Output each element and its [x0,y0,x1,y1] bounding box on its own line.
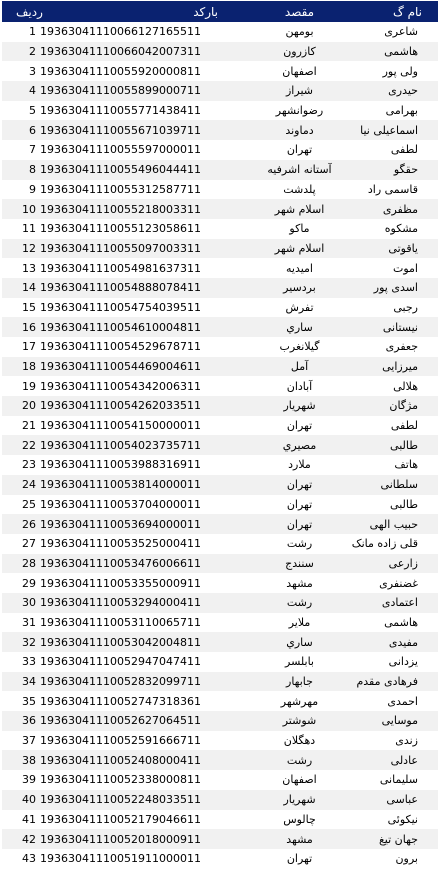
barcode-cell: 19363041110055671039711 [40,123,201,137]
row-number-cell: 15 [22,300,36,314]
row-number-cell: 38 [22,753,36,767]
spacer-cell [218,495,252,515]
name-cell: ولی پور [382,64,418,78]
spacer-cell [218,317,252,337]
name-cell: یاقوتی [388,241,418,255]
spacer-cell [218,750,252,770]
spacer-cell [218,219,252,239]
barcode-cell: 19363041110055123058611 [40,222,201,236]
spacer-cell [218,120,252,140]
spacer-cell [218,849,252,869]
spacer-cell [218,357,252,377]
barcode-cell: 19363041110054023735711 [40,438,201,452]
row-number-cell: 30 [22,596,36,610]
spacer-cell [218,337,252,357]
spacer-cell [218,514,252,534]
destination-cell: آبادان [286,379,313,393]
row-number-cell: 2 [29,45,36,59]
name-cell: حیدری [388,84,418,98]
row-number-cell: 26 [22,517,36,531]
destination-cell: شوشتر [282,714,317,728]
destination-cell: آستانه اشرفیه [267,163,332,177]
name-cell: هاشمی [384,615,418,629]
spacer-cell [218,711,252,731]
table-row[interactable] [2,180,438,200]
barcode-cell: 19363041110052018000911 [40,832,201,846]
name-cell: مظفری [382,202,418,216]
row-number-cell: 34 [22,675,36,689]
spacer-cell [218,455,252,475]
name-cell: مژگان [389,399,418,413]
spacer-cell [218,554,252,574]
row-number-cell: 19 [22,379,36,393]
destination-cell: تفرش [285,300,314,314]
name-cell: هاتف [394,458,418,472]
spacer-cell [218,140,252,160]
name-cell: بهرامی [385,104,418,118]
row-number-cell: 21 [22,419,36,433]
destination-cell: بردسیر [283,281,316,295]
barcode-cell: 19363041110054610004811 [40,320,201,334]
spacer-cell [218,416,252,436]
name-cell: اسماعیلی نیا [360,123,418,137]
barcode-cell: 19363041110053704000011 [40,497,201,511]
barcode-cell: 19363041110053042004811 [40,635,201,649]
destination-cell: ساري [286,635,313,649]
destination-cell: شیراز [286,84,313,98]
destination-cell: تهران [286,143,313,157]
table-row[interactable] [2,22,438,42]
row-number-cell: 17 [22,340,36,354]
barcode-cell: 19363041110054469004611 [40,360,201,374]
destination-cell: کازرون [283,45,316,59]
row-number-cell: 41 [22,812,36,826]
table-row[interactable] [2,298,438,318]
spacer-cell [218,810,252,830]
spacer-cell [218,258,252,278]
row-number-cell: 22 [22,438,36,452]
row-number-cell: 10 [22,202,36,216]
spacer-cell [218,435,252,455]
spacer-cell [218,22,252,42]
row-number-cell: 42 [22,832,36,846]
table-row[interactable] [2,829,438,849]
barcode-cell: 19363041110054754039511 [40,300,201,314]
destination-cell: بابلسر [285,655,314,669]
table-row[interactable] [2,61,438,81]
destination-cell: آمل [290,360,309,374]
row-number-cell: 11 [22,222,36,236]
destination-cell: سنندج [285,556,314,570]
table-row[interactable] [2,810,438,830]
name-cell: اموت [393,261,418,275]
name-cell: احمدی [387,694,418,708]
barcode-cell: 19363041110052591666711 [40,734,201,748]
table-row[interactable] [2,495,438,515]
destination-cell: رشت [286,596,313,610]
destination-cell: چالوس [283,812,316,826]
barcode-cell: 19363041110053476006611 [40,556,201,570]
spacer-cell [218,593,252,613]
destination-cell: امیدیه [285,261,313,275]
name-cell: اسدی پور [373,281,418,295]
barcode-cell: 19363041110055496044411 [40,163,201,177]
name-cell: عادلی [390,753,418,767]
row-number-cell: 8 [29,163,36,177]
barcode-cell: 19363041110053525000411 [40,537,201,551]
spacer-cell [218,81,252,101]
name-cell: نیکوئی [387,812,418,826]
row-number-cell: 23 [22,458,36,472]
destination-cell: رشت [286,537,313,551]
name-cell: زارعی [388,556,418,570]
spacer-cell [218,573,252,593]
barcode-cell: 19363041110052832099711 [40,675,201,689]
table-row[interactable] [2,593,438,613]
name-cell: نیستانی [382,320,418,334]
barcode-cell: 19363041110055097003311 [40,241,201,255]
destination-cell: اسلام شهر [274,202,325,216]
table-row[interactable] [2,534,438,554]
name-cell: شاعری [384,25,418,39]
table-row[interactable] [2,317,438,337]
table-row[interactable] [2,219,438,239]
row-number-cell: 29 [22,576,36,590]
barcode-cell: 19363041110054888078411 [40,281,201,295]
barcode-cell: 19363041110053814000011 [40,478,201,492]
spacer-cell [218,101,252,121]
destination-cell: ساري [286,320,313,334]
column-header-barcode[interactable]: بارکد [193,4,218,19]
name-cell: جعفری [385,340,418,354]
destination-cell: رشت [286,753,313,767]
name-cell: موسایی [381,714,418,728]
row-number-cell: 3 [29,64,36,78]
barcode-cell: 19363041110053355000911 [40,576,201,590]
table-row[interactable] [2,376,438,396]
row-number-cell: 6 [29,123,36,137]
destination-cell: تهران [286,478,313,492]
spacer-cell [218,396,252,416]
spacer-cell [218,61,252,81]
spacer-cell [218,770,252,790]
destination-cell: گیلانغرب [279,340,320,354]
barcode-cell: 19363041110054150000011 [40,419,201,433]
barcode-cell: 19363041110052747318361 [40,694,201,708]
table-row[interactable] [2,140,438,160]
barcode-cell: 19363041110055218003311 [40,202,201,216]
shipment-table [2,1,438,869]
barcode-cell: 19363041110052248033511 [40,793,201,807]
row-number-cell: 13 [22,261,36,275]
barcode-cell: 19363041110066127165511 [40,25,201,39]
name-cell: قلی زاده مانک [351,537,418,551]
barcode-cell: 19363041110055771438411 [40,104,201,118]
barcode-cell: 19363041110054342006311 [40,379,201,393]
barcode-cell: 19363041110052338000811 [40,773,201,787]
name-cell: یزدانی [388,655,418,669]
destination-cell: اصفهان [282,773,317,787]
barcode-cell: 19363041110052947047411 [40,655,201,669]
name-cell: مفیدی [388,635,418,649]
barcode-cell: 19363041110055597000011 [40,143,201,157]
name-cell: قاسمی راد [367,182,418,196]
spacer-cell [218,613,252,633]
name-cell: طالبی [390,497,418,511]
row-number-cell: 18 [22,360,36,374]
row-number-cell: 33 [22,655,36,669]
spacer-cell [218,180,252,200]
spacer-cell [218,534,252,554]
spacer-cell [218,652,252,672]
table-row[interactable] [2,849,438,869]
spacer-cell [218,731,252,751]
destination-cell: ماکو [289,222,310,236]
name-cell: هلالی [393,379,418,393]
name-cell: اعتمادی [381,596,418,610]
table-row[interactable] [2,475,438,495]
name-cell: برون [395,852,418,866]
table-row[interactable] [2,396,438,416]
spacer-cell [218,376,252,396]
destination-cell: تهران [286,419,313,433]
column-header-destination[interactable]: مقصد [284,4,315,19]
row-number-cell: 27 [22,537,36,551]
destination-cell: شهریار [283,399,316,413]
name-cell: جهان تیغ [378,832,418,846]
row-number-cell: 24 [22,478,36,492]
table-row[interactable] [2,101,438,121]
name-cell: غضنفری [379,576,418,590]
barcode-cell: 19363041110053988316911 [40,458,201,472]
destination-cell: اصفهان [282,64,317,78]
name-cell: لطفی [390,143,418,157]
table-row[interactable] [2,613,438,633]
spacer-cell [218,829,252,849]
table-row[interactable] [2,691,438,711]
row-number-cell: 12 [22,241,36,255]
destination-cell: اسلام شهر [274,241,325,255]
barcode-cell: 19363041110053294000411 [40,596,201,610]
barcode-cell: 19363041110055899000711 [40,84,201,98]
table-row[interactable] [2,632,438,652]
spacer-cell [218,790,252,810]
row-number-cell: 40 [22,793,36,807]
row-number-cell: 20 [22,399,36,413]
table-row[interactable] [2,731,438,751]
destination-cell: تهران [286,517,313,531]
name-cell: مشکوه [384,222,418,236]
destination-cell: رضوانشهر [275,104,324,118]
spacer-cell [218,199,252,219]
barcode-cell: 19363041110053694000011 [40,517,201,531]
name-cell: عباسی [386,793,418,807]
destination-cell: شهریار [283,793,316,807]
destination-cell: مصیري [282,438,317,452]
row-number-cell: 31 [22,615,36,629]
destination-cell: تهران [286,852,313,866]
destination-cell: مهرشهر [280,694,319,708]
barcode-cell: 19363041110055920000811 [40,64,201,78]
column-header-name[interactable]: نام گ [393,4,422,19]
barcode-cell: 19363041110051911000011 [40,852,201,866]
table-row[interactable] [2,357,438,377]
name-cell: زندی [395,734,418,748]
destination-cell: مشهد [286,832,313,846]
name-cell: سلیمانی [379,773,418,787]
row-number-cell: 35 [22,694,36,708]
destination-cell: ملایر [288,615,311,629]
table-row[interactable] [2,81,438,101]
barcode-cell: 19363041110054529678711 [40,340,201,354]
row-number-cell: 14 [22,281,36,295]
table-row[interactable] [2,278,438,298]
table-row[interactable] [2,337,438,357]
table-row[interactable] [2,514,438,534]
name-cell: سلطانی [380,478,418,492]
barcode-cell: 19363041110054262033511 [40,399,201,413]
table-row[interactable] [2,790,438,810]
row-number-cell: 7 [29,143,36,157]
spacer-cell [218,298,252,318]
table-row[interactable] [2,554,438,574]
row-number-cell: 32 [22,635,36,649]
destination-cell: دماوند [285,123,314,137]
row-number-cell: 4 [29,84,36,98]
barcode-cell: 19363041110052627064511 [40,714,201,728]
destination-cell: ملارد [288,458,311,472]
barcode-cell: 19363041110055312587711 [40,182,201,196]
table-row[interactable] [2,416,438,436]
table-body [2,22,438,869]
barcode-cell: 19363041110053110065711 [40,615,201,629]
spacer-cell [218,691,252,711]
row-number-cell: 1 [29,25,36,39]
destination-cell: دهگلان [283,734,316,748]
destination-cell: تهران [286,497,313,511]
table-row[interactable] [2,455,438,475]
row-number-cell: 36 [22,714,36,728]
header-row [2,1,438,22]
table-header [2,1,438,22]
table-row[interactable] [2,573,438,593]
table-row[interactable] [2,120,438,140]
name-cell: هاشمی [384,45,418,59]
name-cell: میرزایی [382,360,418,374]
barcode-cell: 19363041110052179046611 [40,812,201,826]
table-row[interactable] [2,652,438,672]
barcode-cell: 19363041110052408000411 [40,753,201,767]
table-row[interactable] [2,199,438,219]
spacer-cell [218,42,252,62]
table-row[interactable] [2,239,438,259]
spacer-cell [218,239,252,259]
destination-cell: مشهد [286,576,313,590]
destination-cell: بومهن [285,25,314,39]
spacer-cell [218,160,252,180]
row-number-cell: 28 [22,556,36,570]
name-cell: حبیب الهی [369,517,418,531]
row-number-cell: 16 [22,320,36,334]
spacer-cell [218,632,252,652]
destination-cell: پلدشت [283,182,316,196]
row-number-cell: 39 [22,773,36,787]
table-row[interactable] [2,258,438,278]
row-number-cell: 5 [29,104,36,118]
name-cell: لطفی [390,419,418,433]
table-row[interactable] [2,42,438,62]
name-cell: حقگو [393,163,418,177]
column-header-spacer [218,1,252,22]
column-header-row-number[interactable]: ردیف [16,4,43,19]
spacer-cell [218,672,252,692]
table-row[interactable] [2,435,438,455]
destination-cell: جابهار [286,675,313,689]
table-row[interactable] [2,750,438,770]
spacer-cell [218,278,252,298]
name-cell: طالبی [390,438,418,452]
barcode-cell: 19363041110066042007311 [40,45,201,59]
row-number-cell: 37 [22,734,36,748]
row-number-cell: 43 [22,852,36,866]
table-row[interactable] [2,672,438,692]
name-cell: رجبی [393,300,418,314]
table-row[interactable] [2,160,438,180]
barcode-cell: 19363041110054981637311 [40,261,201,275]
row-number-cell: 9 [29,182,36,196]
row-number-cell: 25 [22,497,36,511]
spacer-cell [218,475,252,495]
table-row[interactable] [2,770,438,790]
table-row[interactable] [2,711,438,731]
name-cell: فرهادی مقدم [356,675,418,689]
